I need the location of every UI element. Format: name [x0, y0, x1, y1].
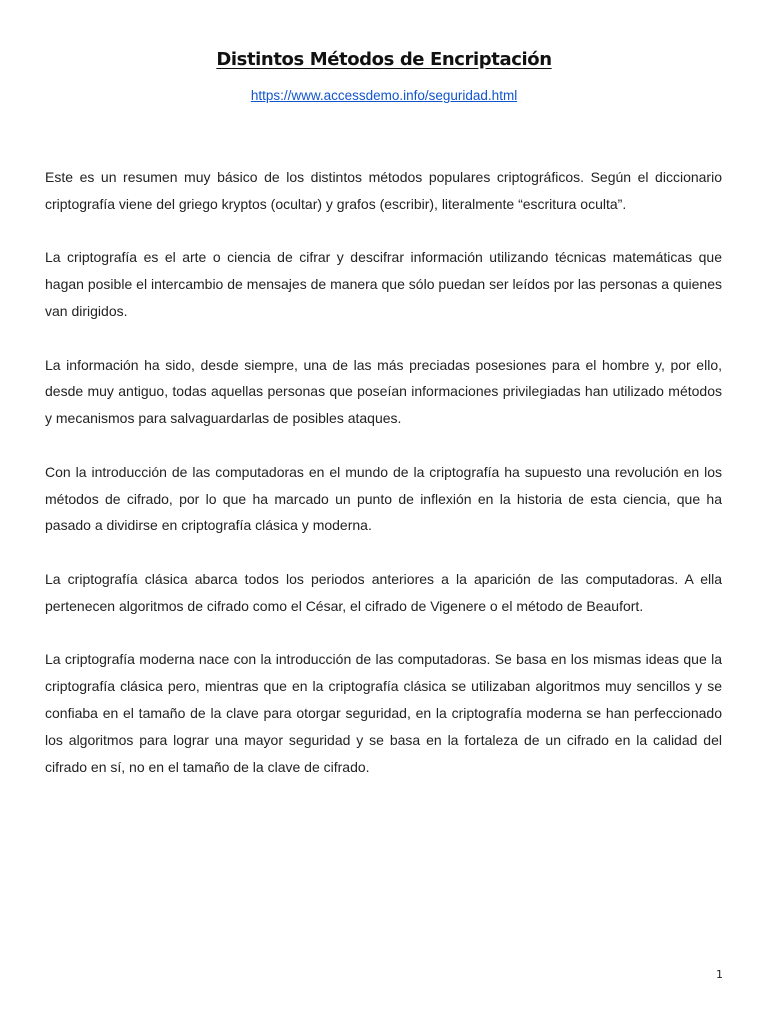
source-link[interactable]: https://www.accessdemo.info/seguridad.html: [250, 88, 518, 103]
document-title: Distintos Métodos de Encriptación: [216, 49, 552, 70]
paragraph-definition: La criptografía es el arte o ciencia de cifrar y descifrar información utilizando técnicas matemáticas que hagan posible el intercambio de mensajes de manera que sólo puedan ser leídos por las personas a quienes van dirigidos.: [45, 249, 722, 319]
paragraph-intro: Este es un resumen muy básico de los distintos métodos populares criptográficos. Según el diccionario criptografía viene del griego kryptos (ocultar) y grafos (escribir), literalmente “escritura oculta”.: [45, 169, 722, 212]
paragraph-history: La información ha sido, desde siempre, una de las más preciadas posesiones para el hombre y, por ello, desde muy antiguo, todas aquellas personas que poseían informaciones privilegiadas han utilizado métodos y mecanismos para salvaguardarlas de posibles ataques.: [45, 356, 722, 427]
document-body: [45, 164, 722, 807]
paragraph-classic: La criptografía clásica abarca todos los periodos anteriores a la aparición de las computadoras. A ella pertenecen algoritmos de cifrado como el César, el cifrado de Vigenere o el método de Beaufort.: [45, 570, 722, 614]
page-number: 1: [716, 968, 723, 981]
paragraph-computers: Con la introducción de las computadoras en el mundo de la criptografía ha supuesto una revolución en los métodos de cifrado, por lo que ha marcado un punto de inflexión en la historia de esta ciencia, que ha pasado a dividirse en criptografía clásica y moderna.: [45, 463, 722, 534]
paragraph-modern: La criptografía moderna nace con la introducción de las computadoras. Se basa en los mismas ideas que la criptografía clásica pero, mientras que en la criptografía clásica se utilizaban algoritmos muy sencillos y se confiaba en el tamaño de la clave para otorgar seguridad, en la criptografía moderna se han perfeccionado los algoritmos para lograr una mayor seguridad y se basa en la fortaleza de un cifrado en la calidad del cifrado en sí, no en el tamaño de la clave de cifrado.: [45, 651, 722, 775]
